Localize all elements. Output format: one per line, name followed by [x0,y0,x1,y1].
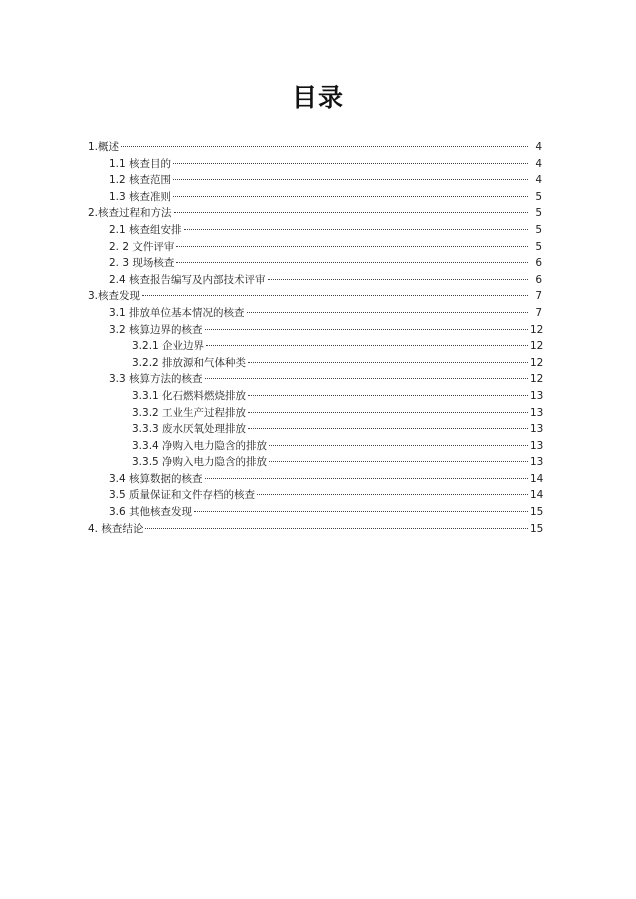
toc-entry-label: 2. 2 文件评审 [109,240,175,253]
toc-entry-label: 3.1 排放单位基本情况的核查 [109,306,245,319]
toc-dot-leader [205,329,528,330]
toc-page-number: 15 [530,522,544,535]
toc-entry[interactable] [88,421,542,438]
toc-dot-leader [268,279,528,280]
toc-page-number: 4 [535,157,542,170]
toc-dot-leader [173,179,528,180]
toc-page-number: 12 [530,356,544,369]
toc-dot-leader [257,494,528,495]
toc-dot-leader [205,378,528,379]
toc-page-number: 13 [530,456,544,469]
toc-entry[interactable] [88,405,542,422]
toc-entry[interactable] [88,371,542,388]
toc-entry[interactable] [88,504,542,521]
toc-dot-leader [121,146,528,147]
toc-page-number: 6 [535,257,542,270]
toc-entry-label: 3.5 质量保证和文件存档的核查 [109,489,256,502]
toc-page-number: 5 [535,240,542,253]
toc-entry-label: 2.4 核查报告编写及内部技术评审 [109,273,266,286]
toc-entry-label: 3.2.2 排放源和气体种类 [132,356,247,369]
table-of-contents [88,139,542,537]
toc-entry-label: 1.1 核查目的 [109,157,172,170]
toc-page-number: 13 [530,389,544,402]
toc-dot-leader [269,445,528,446]
toc-entry-label: 1.概述 [88,141,120,153]
toc-dot-leader [248,412,528,413]
toc-entry-label: 3.2 核算边界的核查 [109,323,203,336]
toc-entry[interactable] [88,355,542,372]
toc-entry[interactable] [88,222,542,239]
toc-entry-label: 1.3 核查准则 [109,190,172,203]
toc-dot-leader [247,312,528,313]
toc-dot-leader [176,246,528,247]
toc-page-number: 14 [530,472,544,485]
toc-entry[interactable] [88,338,542,355]
page-title: 目录 [291,83,344,112]
toc-page-number: 13 [530,439,544,452]
toc-dot-leader [145,528,528,529]
toc-page-number: 7 [535,306,542,319]
toc-dot-leader [176,262,528,263]
toc-page-number: 12 [530,373,544,386]
toc-dot-leader [269,461,528,462]
toc-entry[interactable] [88,239,542,256]
toc-entry-label: 3.2.1 企业边界 [132,340,205,353]
toc-dot-leader [248,362,528,363]
toc-entry[interactable] [88,139,542,156]
toc-entry-label: 1.2 核查范围 [109,174,172,187]
toc-page-number: 6 [535,273,542,286]
toc-entry-label: 3.3.1 化石燃料燃烧排放 [132,389,247,402]
toc-entry-label: 3.4 核算数据的核查 [109,472,203,485]
toc-entry-label: 3.核查发现 [88,290,141,303]
toc-dot-leader [173,196,528,197]
toc-page-number: 12 [530,323,544,336]
toc-entry-label: 2.1 核查组安排 [109,223,182,236]
toc-entry[interactable] [88,172,542,189]
toc-page-number: 14 [530,489,544,502]
toc-entry-label: 3.3 核算方法的核查 [109,373,203,386]
toc-entry[interactable] [88,471,542,488]
toc-entry[interactable] [88,272,542,289]
toc-entry[interactable] [88,454,542,471]
toc-dot-leader [248,428,528,429]
toc-entry-label: 2. 3 现场核查 [109,257,175,270]
toc-entry-label: 3.3.3 废水厌氧处理排放 [132,423,247,436]
toc-page-number: 5 [535,223,542,236]
toc-dot-leader [174,212,528,213]
toc-page-number: 4 [535,174,542,187]
toc-page-number: 12 [530,340,544,353]
toc-entry[interactable] [88,438,542,455]
toc-page-number: 13 [530,406,544,419]
toc-dot-leader [248,395,528,396]
toc-dot-leader [205,478,528,479]
toc-entry[interactable] [88,288,542,305]
toc-page-number: 5 [535,190,542,203]
toc-page-number: 13 [530,423,544,436]
toc-entry[interactable] [88,205,542,222]
toc-entry[interactable] [88,487,542,504]
toc-entry-label: 2.核查过程和方法 [88,207,172,220]
toc-dot-leader [142,295,528,296]
toc-entry-label: 4. 核查结论 [88,522,144,535]
toc-entry[interactable] [88,305,542,322]
toc-page-number: 15 [530,506,544,519]
toc-entry[interactable] [88,255,542,272]
toc-entry-label: 3.3.2 工业生产过程排放 [132,406,247,419]
toc-entry[interactable] [88,322,542,339]
toc-entry-label: 3.6 其他核查发现 [109,506,193,519]
toc-entry[interactable] [88,189,542,206]
toc-page-number: 5 [535,207,542,220]
toc-dot-leader [173,163,528,164]
toc-entry-label: 3.3.5 净购入电力隐含的排放 [132,456,268,469]
toc-dot-leader [184,229,528,230]
toc-page-number: 4 [535,141,542,153]
toc-entry[interactable] [88,521,542,538]
toc-entry[interactable] [88,388,542,405]
toc-dot-leader [194,511,528,512]
toc-entry-label: 3.3.4 净购入电力隐含的排放 [132,439,268,452]
toc-dot-leader [206,345,528,346]
toc-page-number: 7 [535,290,542,303]
toc-entry[interactable] [88,156,542,173]
